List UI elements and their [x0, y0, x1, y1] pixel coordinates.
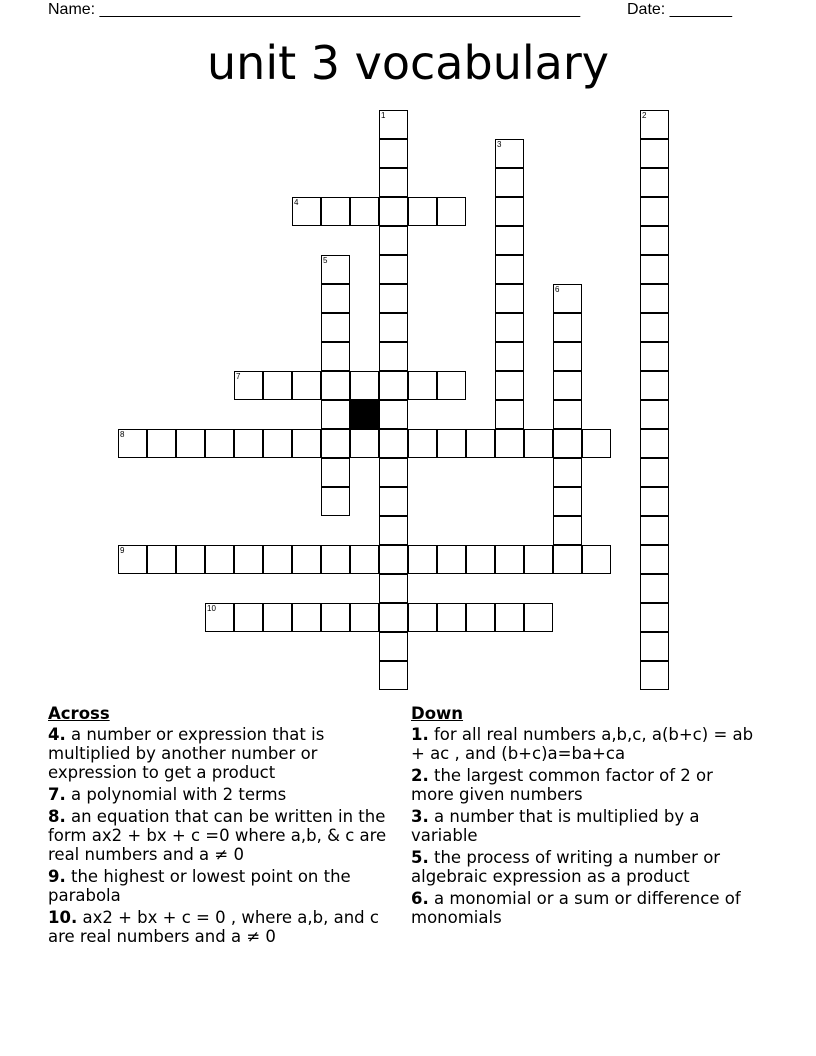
grid-cell[interactable]	[495, 226, 524, 255]
clue-text: a polynomial with 2 terms	[65, 785, 287, 804]
grid-cell[interactable]	[437, 545, 466, 574]
down-clue	[411, 848, 756, 886]
grid-cell[interactable]	[263, 371, 292, 400]
grid-cell[interactable]	[234, 603, 263, 632]
grid-cell[interactable]	[234, 371, 263, 400]
grid-cell[interactable]	[379, 110, 408, 139]
grid-cell[interactable]	[205, 545, 234, 574]
grid-cell[interactable]	[350, 197, 379, 226]
grid-cell[interactable]	[640, 342, 669, 371]
grid-cell[interactable]	[292, 603, 321, 632]
grid-cell[interactable]	[321, 255, 350, 284]
grid-cell[interactable]	[379, 284, 408, 313]
clue-number-label: 9	[120, 546, 125, 555]
clue-number-label: 3	[497, 140, 502, 149]
clue-number: 8.	[48, 807, 66, 826]
grid-cell[interactable]	[379, 458, 408, 487]
black-square	[350, 400, 379, 429]
grid-cell[interactable]	[582, 429, 611, 458]
grid-cell[interactable]	[118, 545, 147, 574]
grid-cell[interactable]	[553, 487, 582, 516]
across-clue	[48, 785, 393, 804]
grid-cell[interactable]	[553, 313, 582, 342]
clue-text: a number that is multiplied by a variable	[411, 807, 700, 845]
clue-number: 6.	[411, 889, 429, 908]
grid-cell[interactable]	[495, 545, 524, 574]
grid-cell[interactable]	[321, 429, 350, 458]
grid-cell[interactable]	[640, 632, 669, 661]
down-heading: Down	[411, 704, 464, 723]
page-title: unit 3 vocabulary	[207, 36, 609, 90]
grid-cell[interactable]	[379, 197, 408, 226]
clue-text: a monomial or a sum or difference of monomials	[411, 889, 741, 927]
grid-cell[interactable]	[553, 458, 582, 487]
clue-text: ax2 + bx + c = 0 , where a,b, and c are real numbers and a ≠ 0	[48, 908, 379, 946]
grid-cell[interactable]	[408, 603, 437, 632]
grid-cell[interactable]	[379, 516, 408, 545]
clue-number-label: 2	[642, 111, 647, 120]
grid-cell[interactable]	[321, 458, 350, 487]
grid-cell[interactable]	[495, 284, 524, 313]
clue-number-label: 1	[381, 111, 386, 120]
grid-cell[interactable]	[495, 603, 524, 632]
grid-cell[interactable]	[640, 545, 669, 574]
clue-number-label: 10	[207, 604, 216, 613]
grid-cell[interactable]	[640, 516, 669, 545]
grid-cell[interactable]	[553, 400, 582, 429]
grid-cell[interactable]	[379, 632, 408, 661]
grid-cell[interactable]	[640, 487, 669, 516]
grid-cell[interactable]	[553, 429, 582, 458]
grid-cell[interactable]	[640, 284, 669, 313]
across-clue	[48, 725, 393, 782]
down-clue	[411, 766, 756, 804]
grid-cell[interactable]	[408, 197, 437, 226]
grid-cell[interactable]	[495, 313, 524, 342]
grid-cell[interactable]	[408, 429, 437, 458]
grid-cell[interactable]	[147, 429, 176, 458]
date-field[interactable]: Date: _______	[627, 1, 732, 18]
grid-cell[interactable]	[205, 429, 234, 458]
grid-cell[interactable]	[495, 197, 524, 226]
grid-cell[interactable]	[582, 545, 611, 574]
across-heading: Across	[48, 704, 110, 723]
clue-number: 9.	[48, 867, 66, 886]
grid-cell[interactable]	[495, 429, 524, 458]
clue-text: the highest or lowest point on the parabola	[48, 867, 351, 905]
grid-cell[interactable]	[437, 429, 466, 458]
grid-cell[interactable]	[321, 342, 350, 371]
grid-cell[interactable]	[640, 400, 669, 429]
grid-cell[interactable]	[495, 139, 524, 168]
grid-cell[interactable]	[321, 197, 350, 226]
name-field[interactable]: Name: ______________________________________________________	[48, 1, 581, 18]
grid-cell[interactable]	[379, 603, 408, 632]
grid-cell[interactable]	[640, 110, 669, 139]
grid-cell[interactable]	[292, 371, 321, 400]
grid-cell[interactable]	[466, 603, 495, 632]
clue-number-label: 5	[323, 256, 328, 265]
grid-cell[interactable]	[524, 545, 553, 574]
grid-cell[interactable]	[147, 545, 176, 574]
grid-cell[interactable]	[350, 603, 379, 632]
grid-cell[interactable]	[379, 226, 408, 255]
grid-cell[interactable]	[292, 197, 321, 226]
grid-cell[interactable]	[379, 545, 408, 574]
grid-cell[interactable]	[466, 545, 495, 574]
grid-cell[interactable]	[263, 545, 292, 574]
clue-number: 3.	[411, 807, 429, 826]
clue-number: 5.	[411, 848, 429, 867]
grid-cell[interactable]	[408, 545, 437, 574]
grid-cell[interactable]	[379, 487, 408, 516]
grid-cell[interactable]	[640, 168, 669, 197]
grid-cell[interactable]	[379, 168, 408, 197]
grid-cell[interactable]	[176, 545, 205, 574]
grid-cell[interactable]	[640, 574, 669, 603]
grid-cell[interactable]	[379, 313, 408, 342]
grid-cell[interactable]	[640, 661, 669, 690]
grid-cell[interactable]	[205, 603, 234, 632]
grid-cell[interactable]	[640, 255, 669, 284]
grid-cell[interactable]	[321, 371, 350, 400]
grid-cell[interactable]	[292, 429, 321, 458]
grid-cell[interactable]	[640, 458, 669, 487]
clue-number-label: 6	[555, 285, 560, 294]
grid-cell[interactable]	[495, 400, 524, 429]
grid-cell[interactable]	[379, 574, 408, 603]
grid-cell[interactable]	[408, 371, 437, 400]
grid-cell[interactable]	[321, 400, 350, 429]
clue-text: the process of writing a number or algebraic expression as a product	[411, 848, 721, 886]
grid-cell[interactable]	[553, 371, 582, 400]
grid-cell[interactable]	[176, 429, 205, 458]
down-clues	[411, 704, 756, 930]
clue-number: 10.	[48, 908, 78, 927]
grid-cell[interactable]	[379, 139, 408, 168]
grid-cell[interactable]	[437, 197, 466, 226]
clue-text: a number or expression that is multiplied by another number or expression to get a product	[48, 725, 325, 782]
grid-cell[interactable]	[640, 139, 669, 168]
grid-cell[interactable]	[495, 255, 524, 284]
grid-cell[interactable]	[321, 284, 350, 313]
grid-cell[interactable]	[118, 429, 147, 458]
grid-cell[interactable]	[350, 371, 379, 400]
grid-cell[interactable]	[263, 429, 292, 458]
grid-cell[interactable]	[553, 545, 582, 574]
grid-cell[interactable]	[234, 429, 263, 458]
grid-cell[interactable]	[263, 603, 292, 632]
grid-cell[interactable]	[495, 371, 524, 400]
grid-cell[interactable]	[379, 371, 408, 400]
grid-cell[interactable]	[350, 545, 379, 574]
grid-cell[interactable]	[524, 429, 553, 458]
grid-cell[interactable]	[379, 400, 408, 429]
grid-cell[interactable]	[321, 487, 350, 516]
grid-cell[interactable]	[350, 429, 379, 458]
clue-text: the largest common factor of 2 or more given numbers	[411, 766, 713, 804]
clue-number: 2.	[411, 766, 429, 785]
grid-cell[interactable]	[292, 545, 321, 574]
grid-cell[interactable]	[379, 429, 408, 458]
grid-cell[interactable]	[234, 545, 263, 574]
clue-number-label: 7	[236, 372, 241, 381]
grid-cell[interactable]	[495, 168, 524, 197]
grid-cell[interactable]	[640, 313, 669, 342]
grid-cell[interactable]	[640, 226, 669, 255]
down-clue	[411, 725, 756, 763]
across-clue	[48, 908, 393, 946]
grid-cell[interactable]	[553, 342, 582, 371]
grid-cell[interactable]	[495, 342, 524, 371]
clue-text: for all real numbers a,b,c, a(b+c) = ab + ac , and (b+c)a=ba+ca	[411, 725, 754, 763]
clue-text: an equation that can be written in the form ax2 + bx + c =0 where a,b, & c are real numbers and a ≠ 0	[48, 807, 387, 864]
grid-cell[interactable]	[640, 603, 669, 632]
grid-cell[interactable]	[640, 371, 669, 400]
grid-cell[interactable]	[321, 545, 350, 574]
grid-cell[interactable]	[640, 197, 669, 226]
grid-cell[interactable]	[553, 516, 582, 545]
grid-cell[interactable]	[321, 603, 350, 632]
across-clues	[48, 704, 393, 949]
grid-cell[interactable]	[379, 255, 408, 284]
grid-cell[interactable]	[379, 342, 408, 371]
down-clue	[411, 807, 756, 845]
grid-cell[interactable]	[553, 284, 582, 313]
grid-cell[interactable]	[321, 313, 350, 342]
clue-number-label: 4	[294, 198, 299, 207]
grid-cell[interactable]	[640, 429, 669, 458]
grid-cell[interactable]	[524, 603, 553, 632]
across-clue	[48, 807, 393, 864]
clue-number: 7.	[48, 785, 66, 804]
grid-cell[interactable]	[379, 661, 408, 690]
across-clue	[48, 867, 393, 905]
clue-number: 1.	[411, 725, 429, 744]
clue-number: 4.	[48, 725, 66, 744]
down-clue	[411, 889, 756, 927]
grid-cell[interactable]	[437, 371, 466, 400]
clue-number-label: 8	[120, 430, 125, 439]
grid-cell[interactable]	[437, 603, 466, 632]
grid-cell[interactable]	[466, 429, 495, 458]
